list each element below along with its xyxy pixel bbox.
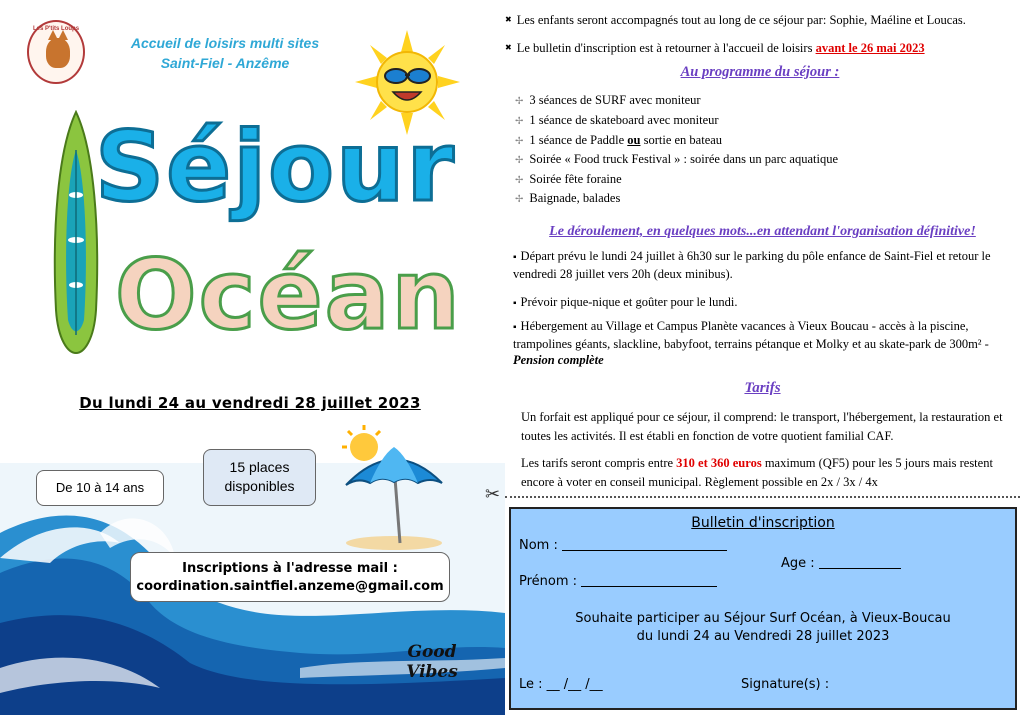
intro-staff-text: Les enfants seront accompagnés tout au long de ce séjour par: Sophie, Maéline et Loucas.: [516, 13, 966, 27]
age-field[interactable]: [781, 556, 901, 571]
organizer-line2: Saint-Fiel - Anzême: [160, 55, 290, 71]
intro-deadline: [505, 40, 1020, 56]
deroulement-title: Le déroulement, en quelques mots...en attendant l'organisation définitive!: [549, 224, 976, 239]
signature-field[interactable]: Signature(s) :: [741, 677, 830, 692]
date-field[interactable]: Le : __ /__ /__: [519, 677, 603, 692]
deroulement-item: [513, 318, 1023, 368]
goodvibes-line1: Good: [407, 642, 457, 662]
places-line2: disponibles: [224, 478, 295, 494]
info-panel: [485, 0, 1024, 715]
programme-item: ✢ Baignade, balades: [515, 190, 620, 208]
title-sejour: Séjour: [95, 111, 456, 223]
club-logo: [27, 20, 85, 84]
price-range: 310 et 360 euros: [676, 456, 762, 470]
price-suffix: maximum (QF5) pour les 5 jours mais restent encore à voter en conseil municipal. Règlement possible en 2x / 3x / 4x: [521, 456, 993, 489]
paddle-text: 1 séance de Paddle: [529, 133, 628, 147]
cut-line: [505, 496, 1020, 498]
places-line1: 15 places: [229, 459, 290, 475]
contact-email[interactable]: coordination.saintfiel.anzeme@gmail.com: [136, 579, 444, 594]
title-ocean: Océan: [115, 239, 462, 351]
fox-mascot-icon: [46, 38, 70, 68]
tarifs-title: Tarifs: [744, 380, 781, 396]
scissors-icon: ✂: [485, 484, 501, 505]
beach-umbrella-icon: [338, 425, 450, 551]
form-text-line1: Souhaite participer au Séjour Surf Océan, à Vieux-Boucau: [575, 611, 951, 626]
form-text-line2: du lundi 24 au Vendredi 28 juillet 2023: [636, 629, 890, 644]
poster-panel: [0, 0, 505, 715]
nom-label: Nom :: [519, 538, 558, 553]
registration-form: [509, 507, 1017, 710]
mail-label: Inscriptions à l'adresse mail :: [182, 561, 398, 576]
price-prefix: Les tarifs seront compris entre: [521, 456, 677, 470]
prenom-input-line[interactable]: [581, 575, 717, 587]
organizer-line1: Accueil de loisirs multi sites: [130, 35, 320, 51]
tarifs-price-paragraph: [521, 454, 1011, 492]
stay-dates: Du lundi 24 au vendredi 28 juillet 2023: [79, 394, 421, 412]
organizer: [120, 33, 330, 73]
deroulement-item: ▪ Prévoir pique-nique et goûter pour le lundi.: [513, 294, 1023, 312]
paddle-suffix: sortie en bateau: [640, 133, 723, 147]
programme-item: ✢ 1 séance de skateboard avec moniteur: [515, 112, 719, 130]
nom-input-line[interactable]: [562, 539, 727, 551]
programme-item: [515, 132, 722, 150]
age-range-badge: De 10 à 14 ans: [36, 470, 164, 506]
programme-item: ✢ 3 séances de SURF avec moniteur: [515, 92, 701, 110]
hebergement-text: Hébergement au Village et Campus Planète vacances à Vieux Boucau - accès à la piscine, trampolines géants, slackline, babyfoot, terrains pétanque et Molky et au skate-park de 300m² -: [513, 319, 989, 351]
deroulement-item: ▪ Départ prévu le lundi 24 juillet à 6h30 sur le parking du pôle enfance de Saint-Fiel et retour le vendredi 28 juillet vers 20h (deux minibus).: [513, 248, 1023, 282]
good-vibes-logo: [400, 632, 464, 696]
pension-label: Pension complète: [513, 353, 604, 367]
nom-field[interactable]: [519, 538, 727, 553]
logo-text: Les P'tits Loups: [32, 26, 80, 32]
deadline-date: avant le 26 mai 2023: [815, 41, 925, 55]
programme-item: ✢ Soirée fête foraine: [515, 171, 622, 189]
intro-staff: [505, 12, 1020, 28]
programme-title: Au programme du séjour :: [680, 64, 840, 80]
programme-item: ✢ Soirée « Food truck Festival » : soirée dans un parc aquatique: [515, 151, 838, 169]
goodvibes-line2: Vibes: [406, 662, 458, 682]
prenom-label: Prénom :: [519, 574, 578, 589]
signup-email-box: [130, 552, 450, 602]
places-badge: [203, 449, 316, 506]
form-title: Bulletin d'inscription: [691, 515, 835, 531]
paddle-or: ou: [627, 133, 641, 147]
prenom-field[interactable]: [519, 574, 717, 589]
intro-deadline-text: Le bulletin d'inscription est à retourner à l'accueil de loisirs: [516, 41, 816, 55]
tarifs-paragraph: Un forfait est appliqué pour ce séjour, il comprend: le transport, l'hébergement, la restauration et toutes les activités. Il est établi en fonction de votre quotient familial CAF.: [521, 410, 1003, 443]
age-input-line[interactable]: [819, 557, 901, 569]
age-label: Age :: [781, 556, 815, 571]
